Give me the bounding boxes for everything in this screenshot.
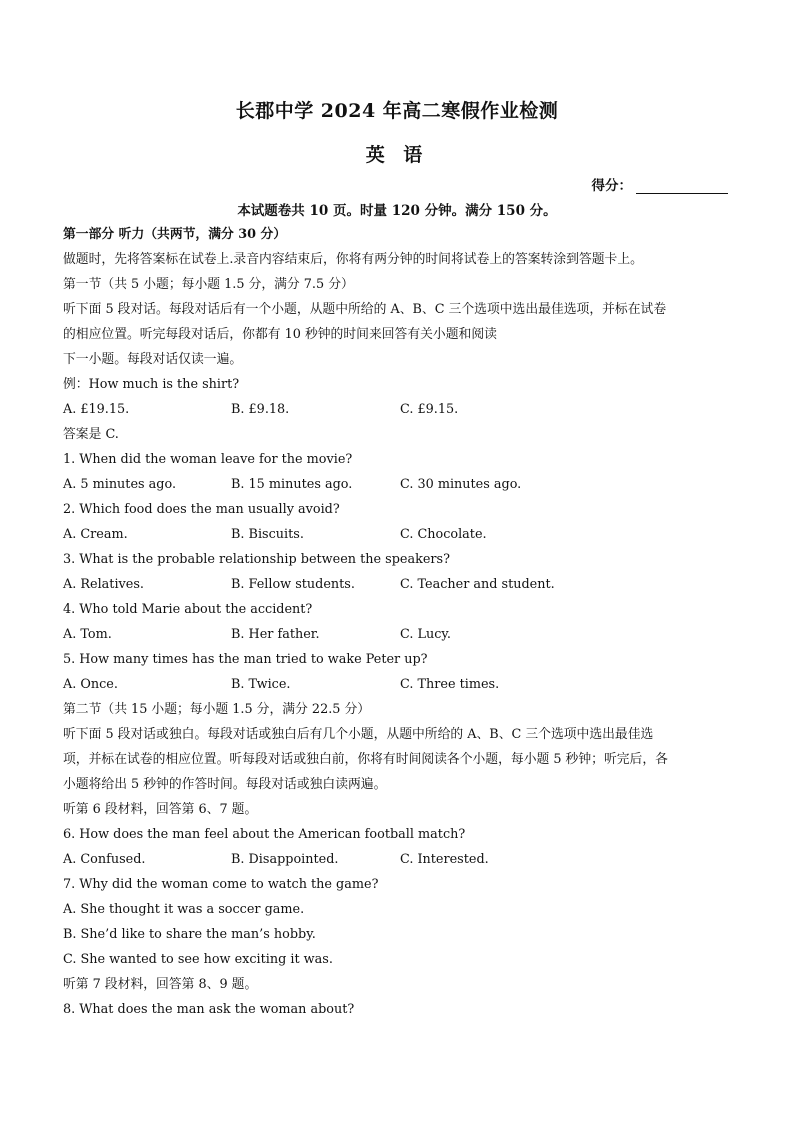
option-b: B. Her father.	[231, 627, 320, 642]
option-a: A. 5 minutes ago.	[63, 477, 177, 492]
option-b: B. £9.18.	[231, 402, 290, 417]
option-b: B. Twice.	[231, 677, 291, 692]
option-c: C. 30 minutes ago.	[400, 477, 522, 492]
section2-heading: 第二节（共 15 小题；每小题 1.5 分，满分 22.5 分）	[63, 702, 371, 717]
exam-title: 长郡中学 2024 年高二寒假作业检测	[235, 100, 559, 122]
question-5: 5. How many times has the man tried to wake Peter up?	[63, 652, 428, 667]
section1-instructions-line: 下一小题。每段对话仅读一遍。	[63, 352, 243, 367]
option-a: A. Cream.	[63, 527, 128, 542]
example-options	[63, 397, 731, 422]
section2-instructions-line: 项，并标在试卷的相应位置。听每段对话或独白前，你将有时间阅读各个小题，每小题 5 秒钟；听完后，各	[63, 752, 668, 767]
question-2: 2. Which food does the man usually avoid?	[63, 502, 340, 517]
option-c: C. Lucy.	[400, 627, 451, 642]
option-c: C. Teacher and student.	[400, 577, 555, 592]
example-question: 例：How much is the shirt?	[63, 377, 240, 392]
section1-heading: 第一节（共 5 小题；每小题 1.5 分，满分 7.5 分）	[63, 277, 354, 292]
question-1-options	[63, 472, 731, 497]
example-answer: 答案是 C.	[63, 427, 119, 442]
question-7: 7. Why did the woman come to watch the game?	[63, 877, 379, 892]
question-4-options	[63, 622, 731, 647]
option-b: B. 15 minutes ago.	[231, 477, 353, 492]
option-c: C. £9.15.	[400, 402, 459, 417]
part1-instructions: 做题时，先将答案标在试卷上.录音内容结束后，你将有两分钟的时间将试卷上的答案转涂到答题卡上。	[63, 252, 643, 267]
question-5-options	[63, 672, 731, 697]
question-2-options	[63, 522, 731, 547]
option-c: C. Interested.	[400, 852, 489, 867]
score-field	[592, 174, 729, 194]
option-a: A. Tom.	[63, 627, 112, 642]
option-b: B. Fellow students.	[231, 577, 355, 592]
question-6-options	[63, 847, 731, 872]
option-b: B. She’d like to share the man’s hobby.	[63, 927, 316, 942]
exam-notice: 本试题卷共 10 页。时量 120 分钟。满分 150 分。	[237, 203, 557, 219]
exam-content	[63, 222, 731, 1022]
section1-instructions-line: 的相应位置。听完每段对话后，你都有 10 秒钟的时间来回答有关小题和阅读	[63, 327, 497, 342]
subject-title: 英 语	[365, 144, 429, 166]
option-a: A. Once.	[63, 677, 118, 692]
option-c: C. Chocolate.	[400, 527, 487, 542]
section1-instructions-line: 听下面 5 段对话。每段对话后有一个小题，从题中所给的 A、B、C 三个选项中选出最佳选项，并标在试卷	[63, 302, 667, 317]
option-a: A. She thought it was a soccer game.	[63, 902, 305, 917]
question-3: 3. What is the probable relationship between the speakers?	[63, 552, 450, 567]
question-8: 8. What does the man ask the woman about?	[63, 1002, 355, 1017]
part1-heading: 第一部分 听力（共两节，满分 30 分）	[63, 227, 287, 242]
question-1: 1. When did the woman leave for the movie?	[63, 452, 353, 467]
option-a: A. Confused.	[63, 852, 146, 867]
question-4: 4. Who told Marie about the accident?	[63, 602, 313, 617]
score-blank[interactable]	[636, 179, 728, 194]
material-6-note: 听第 6 段材料，回答第 6、7 题。	[63, 802, 258, 817]
question-6: 6. How does the man feel about the American football match?	[63, 827, 466, 842]
option-b: B. Biscuits.	[231, 527, 304, 542]
question-3-options	[63, 572, 731, 597]
score-label: 得分：	[591, 178, 632, 194]
option-c: C. Three times.	[400, 677, 500, 692]
option-c: C. She wanted to see how exciting it was.	[63, 952, 333, 967]
section2-instructions-line: 听下面 5 段对话或独白。每段对话或独白后有几个小题，从题中所给的 A、B、C 三个选项中选出最佳选	[63, 727, 654, 742]
option-a: A. Relatives.	[63, 577, 144, 592]
material-7-note: 听第 7 段材料，回答第 8、9 题。	[63, 977, 258, 992]
option-a: A. £19.15.	[63, 402, 130, 417]
option-b: B. Disappointed.	[231, 852, 339, 867]
section2-instructions-line: 小题将给出 5 秒钟的作答时间。每段对话或独白读两遍。	[63, 777, 387, 792]
